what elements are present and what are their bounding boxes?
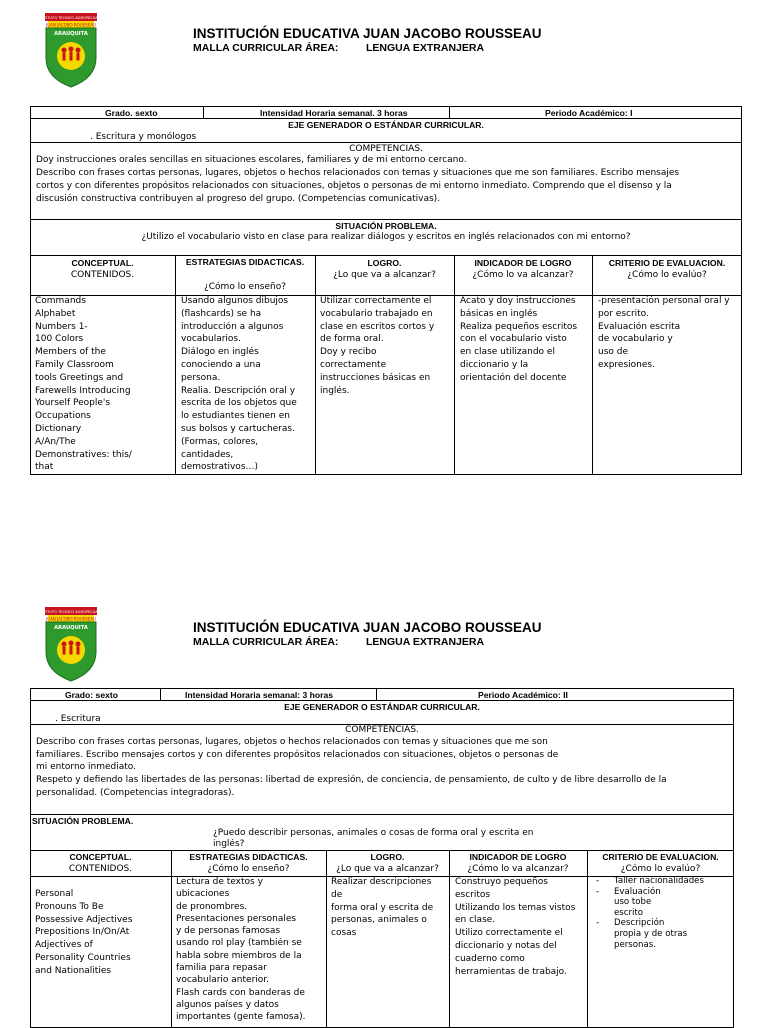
col-header-title: ESTRATEGIAS DIDACTICAS. [189,852,308,862]
col-header-title: CONCEPTUAL. [69,852,132,862]
svg-text:ARAUQUITA: ARAUQUITA [54,31,88,37]
col-header-sub: CONTENIDOS. [68,864,133,874]
competencias-line: Doy instrucciones orales sencillas en situaciones escolares, familiares y de mi entorno cercano. [36,155,467,165]
curriculum-area-label: MALLA CURRICULAR ÁREA: [193,42,339,54]
svg-text:JUAN JACOBO ROUSSEAU: JUAN JACOBO ROUSSEAU [45,616,97,622]
criterio-list-item: - Descripción propia y de otras personas. [596,918,688,950]
curriculum-area-value: LENGUA EXTRANJERA [366,42,485,54]
col-header-title: LOGRO. [367,258,402,268]
institution-title: INSTITUCIÓN EDUCATIVA JUAN JACOBO ROUSSEAU [193,620,542,635]
col-header-title: INDICADOR DE LOGRO [474,258,572,268]
svg-text:ARAUQUITA: ARAUQUITA [54,625,88,631]
col-header-sub: ¿Cómo lo enseño? [207,864,290,874]
eje-title: EJE GENERADOR O ESTÁNDAR CURRICULAR. [288,120,484,130]
situacion-question: ¿Utilizo el vocabulario visto en clase para realizar diálogos y escritos en inglés relacionados con mi entorno? [141,232,631,242]
competencias-line: Describo con frases cortas personas, lugares, objetos o hechos relacionados con temas y situaciones que me son familiares. Escribo mensajes [36,168,680,178]
competencias-line: personalidad. (Competencias integradoras). [36,788,235,798]
situacion-title: SITUACIÓN PROBLEMA. [32,816,134,826]
curriculum-page-2 [0,600,768,1024]
competencias-title: COMPETENCIAS. [345,725,419,735]
competencias-line: mi entorno inmediato. [36,762,136,772]
col-header-sub: ¿Cómo lo evalúo? [627,270,707,280]
criterio-list-item: - Evaluación uso tobe escrito [596,886,661,918]
svg-text:JUAN JACOBO ROUSSEAU: JUAN JACOBO ROUSSEAU [45,22,97,28]
col-header-sub: ¿Cómo lo va alcanzar? [467,864,569,874]
col-header-sub: ¿Lo que va a alcanzar? [333,270,436,280]
eje-value: . Escritura y monólogos [90,132,197,142]
competencias-line: Describo con frases cortas personas, lugares, objetos o hechos relacionados con temas y situaciones que me son [36,737,548,747]
grade-label: Grado. sexto [105,108,158,118]
col-header-sub: ¿Lo que va a alcanzar? [336,864,439,874]
situacion-question: ¿Puedo describir personas, animales o cosas de forma oral y escrita en [213,828,534,838]
col-header-title: CRITERIO DE EVALUACION. [608,258,726,268]
svg-text:INSTITUTO TECNICO AGROPECUARIO: INSTITUTO TECNICO AGROPECUARIO [37,610,105,614]
col-header-title: CONCEPTUAL. [71,258,134,268]
col-header-title: ESTRATEGIAS DIDACTICAS. [185,257,305,267]
indicador-cell: Acato y doy instrucciones básicas en inglés Realiza pequeños escritos con el vocabulario visto en clase utilizando el diccionario y la orientación del docente [460,296,578,383]
col-header-sub: CONTENIDOS. [70,270,135,280]
competencias-line: discusión constructiva contribuyen al progreso del grupo. (Competencias comunicativas). [36,194,441,204]
competencias-line: cortos y con diferentes propósitos relacionados con situaciones, objetos o personas de mi entorno inmediato. Comprendo que el disenso y la [36,181,672,191]
criterio-cell: -presentación personal oral y por escrito. Evaluación escrita de vocabulario y uso de expresiones. [598,296,730,370]
col-header-sub: ¿Cómo lo enseño? [203,282,287,292]
estrategias-cell: Usando algunos dibujos (flashcards) se ha introducción a algunos vocabularios. Diálogo en inglés conociendo a una persona. Realia. Descripción oral y escrita de los objetos que lo estudiantes tienen en sus bolsos y cartucheras. (Formas, colores, cantidades, demostrativos…) [181,296,297,473]
competencias-line: Respeto y defiendo las libertades de las personas: libertad de expresión, de conciencia, de pensamiento, de culto y de libre desarrollo de la [36,775,667,785]
col-header-title: LOGRO. [370,852,405,862]
eje-title: EJE GENERADOR O ESTÁNDAR CURRICULAR. [284,702,480,712]
contenidos-cell: Commands Alphabet Numbers 1- 100 Colors Members of the Family Classroom tools Greetings and Farewells Introducing Yourself People's Occupations Dictionary A/An/The Demonstratives: this/ that [35,296,132,473]
curriculum-area-label: MALLA CURRICULAR ÁREA: [193,636,339,648]
weekly-hours-label: Intensidad Horaria semanal: 3 horas [185,690,334,700]
situacion-title: SITUACIÓN PROBLEMA. [335,221,437,231]
school-crest-logo [37,12,105,88]
estrategias-cell: Lectura de textos y ubicaciones de pronombres. Presentaciones personales y de personas famosas usando rol play (también se habla sobre miembros de la familia para repasar vocabulario anterior. Flash cards con banderas de algunos países y datos importantes (gente famosa). [176,877,306,1023]
col-header-sub: ¿Cómo lo evalúo? [620,864,701,874]
col-header-title: INDICADOR DE LOGRO [469,852,567,862]
curriculum-area-value: LENGUA EXTRANJERA [366,636,485,648]
logro-cell: Realizar descripciones de forma oral y escrita de personas, animales o cosas [331,877,434,939]
competencias-title: COMPETENCIAS. [349,144,423,154]
svg-text:INSTITUTO TECNICO AGROPECUARIO: INSTITUTO TECNICO AGROPECUARIO [37,16,105,20]
academic-period-label: Periodo Académico: II [478,690,568,700]
logro-cell: Utilizar correctamente el vocabulario trabajado en clase en escritos cortos y de forma oral. Doy y recibo correctamente instrucciones básicas en inglés. [320,296,435,396]
school-crest-logo [37,606,105,682]
indicador-cell: Construyo pequeños escritos Utilizando los temas vistos en clase. Utilizo correctamente el diccionario y notas del cuaderno como herramientas de trabajo. [455,877,576,977]
criterio-cell [592,876,733,950]
criterio-list-item: - Taller nacionalidades [596,876,704,886]
competencias-line: familiares. Escribo mensajes cortos y con diferentes propósitos relacionados con situaciones, objetos o personas de [36,750,559,760]
academic-period-label: Periodo Académico: I [545,108,633,118]
weekly-hours-label: Intensidad Horaria semanal. 3 horas [260,108,408,118]
contenidos-cell: Personal Pronouns To Be Possessive Adjectives Prepositions In/On/At Adjectives of Personality Countries and Nationalities [35,889,133,976]
grade-label: Grado: sexto [65,690,119,700]
situacion-question: inglés? [213,839,245,849]
col-header-sub: ¿Cómo lo va alcanzar? [472,270,574,280]
institution-title: INSTITUCIÓN EDUCATIVA JUAN JACOBO ROUSSEAU [193,26,542,41]
eje-value: . Escritura [55,714,101,724]
col-header-title: CRITERIO DE EVALUACION. [602,852,719,862]
